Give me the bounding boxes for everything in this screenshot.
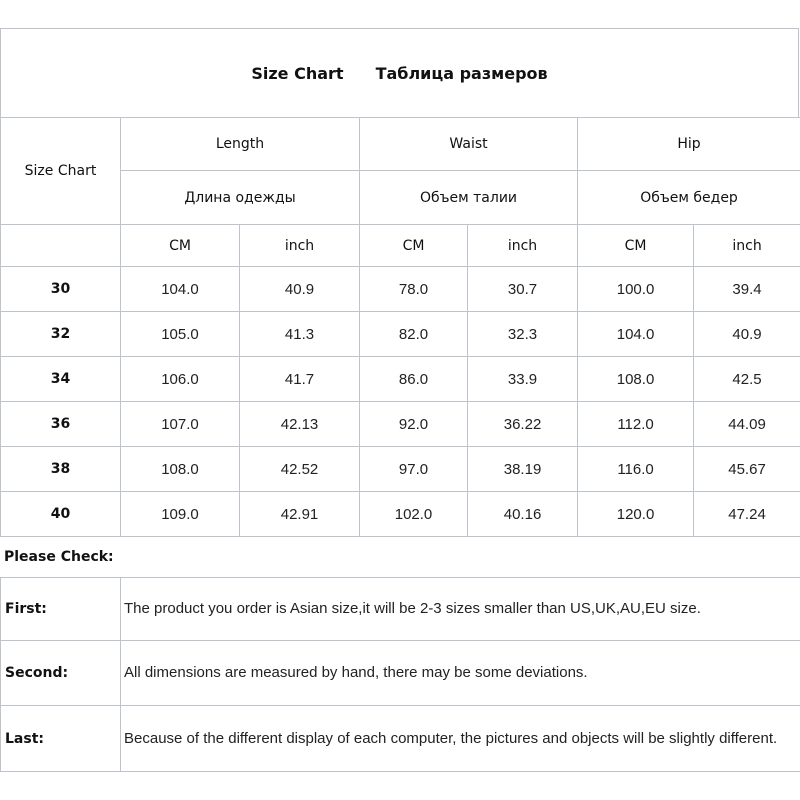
size-chart-sheet (0, 28, 800, 772)
note-label-last: Last: (1, 706, 121, 772)
please-check-heading: Please Check: (4, 549, 114, 565)
value-hip-inch: 42.5 (694, 357, 800, 402)
size-row (1, 492, 800, 537)
value-length-cm: 106.0 (121, 357, 240, 402)
value-length-inch: 42.52 (240, 447, 360, 492)
size-row (1, 357, 800, 402)
value-hip-inch: 47.24 (694, 492, 800, 537)
value-hip-cm: 112.0 (578, 402, 694, 447)
header-hip-ru: Объем бедер (578, 171, 800, 225)
value-length-cm: 107.0 (121, 402, 240, 447)
value-waist-inch: 33.9 (468, 357, 578, 402)
size-label: 36 (1, 402, 121, 447)
size-label: 30 (1, 267, 121, 312)
value-length-cm: 108.0 (121, 447, 240, 492)
note-text-last: Because of the different display of each computer, the pictures and objects will be slightly different. (121, 706, 800, 772)
size-label: 40 (1, 492, 121, 537)
value-length-inch: 42.13 (240, 402, 360, 447)
value-hip-cm: 116.0 (578, 447, 694, 492)
note-label-first: First: (1, 578, 121, 641)
value-waist-inch: 38.19 (468, 447, 578, 492)
value-waist-inch: 40.16 (468, 492, 578, 537)
value-length-inch: 42.91 (240, 492, 360, 537)
note-label-second: Second: (1, 641, 121, 706)
corner-label: Size Chart (1, 118, 121, 225)
value-hip-inch: 39.4 (694, 267, 800, 312)
size-row (1, 447, 800, 492)
note-row (1, 706, 800, 772)
size-label: 38 (1, 447, 121, 492)
value-hip-inch: 40.9 (694, 312, 800, 357)
size-table (0, 117, 800, 537)
title-english: Size Chart (251, 63, 344, 83)
value-waist-cm: 97.0 (360, 447, 468, 492)
header-waist-ru: Объем талии (360, 171, 578, 225)
unit-length-cm: CM (121, 225, 240, 267)
value-waist-cm: 92.0 (360, 402, 468, 447)
value-hip-inch: 45.67 (694, 447, 800, 492)
header-length-ru: Длина одежды (121, 171, 360, 225)
value-waist-inch: 36.22 (468, 402, 578, 447)
title-bar (0, 28, 799, 117)
size-row (1, 402, 800, 447)
units-row (1, 225, 800, 267)
value-length-inch: 40.9 (240, 267, 360, 312)
value-waist-inch: 32.3 (468, 312, 578, 357)
value-length-cm: 109.0 (121, 492, 240, 537)
size-row (1, 312, 800, 357)
note-row (1, 578, 800, 641)
title-russian: Таблица размеров (375, 63, 548, 83)
value-hip-cm: 120.0 (578, 492, 694, 537)
header-waist: Waist (360, 118, 578, 171)
value-waist-inch: 30.7 (468, 267, 578, 312)
value-waist-cm: 102.0 (360, 492, 468, 537)
unit-waist-cm: CM (360, 225, 468, 267)
value-length-inch: 41.7 (240, 357, 360, 402)
value-hip-cm: 108.0 (578, 357, 694, 402)
unit-length-inch: inch (240, 225, 360, 267)
note-text-second: All dimensions are measured by hand, there may be some deviations. (121, 641, 800, 706)
note-text-first: The product you order is Asian size,it will be 2-3 sizes smaller than US,UK,AU,EU size. (121, 578, 800, 641)
header-hip: Hip (578, 118, 800, 171)
value-length-inch: 41.3 (240, 312, 360, 357)
unit-hip-cm: CM (578, 225, 694, 267)
value-waist-cm: 82.0 (360, 312, 468, 357)
size-label: 32 (1, 312, 121, 357)
value-waist-cm: 86.0 (360, 357, 468, 402)
unit-waist-inch: inch (468, 225, 578, 267)
header-length: Length (121, 118, 360, 171)
size-label: 34 (1, 357, 121, 402)
value-hip-cm: 100.0 (578, 267, 694, 312)
value-length-cm: 104.0 (121, 267, 240, 312)
units-spacer (1, 225, 121, 267)
note-row (1, 641, 800, 706)
size-row (1, 267, 800, 312)
notes-table (0, 577, 800, 772)
unit-hip-inch: inch (694, 225, 800, 267)
value-length-cm: 105.0 (121, 312, 240, 357)
header-row-english (1, 118, 800, 171)
value-waist-cm: 78.0 (360, 267, 468, 312)
header-row-russian (1, 171, 800, 225)
value-hip-inch: 44.09 (694, 402, 800, 447)
value-hip-cm: 104.0 (578, 312, 694, 357)
